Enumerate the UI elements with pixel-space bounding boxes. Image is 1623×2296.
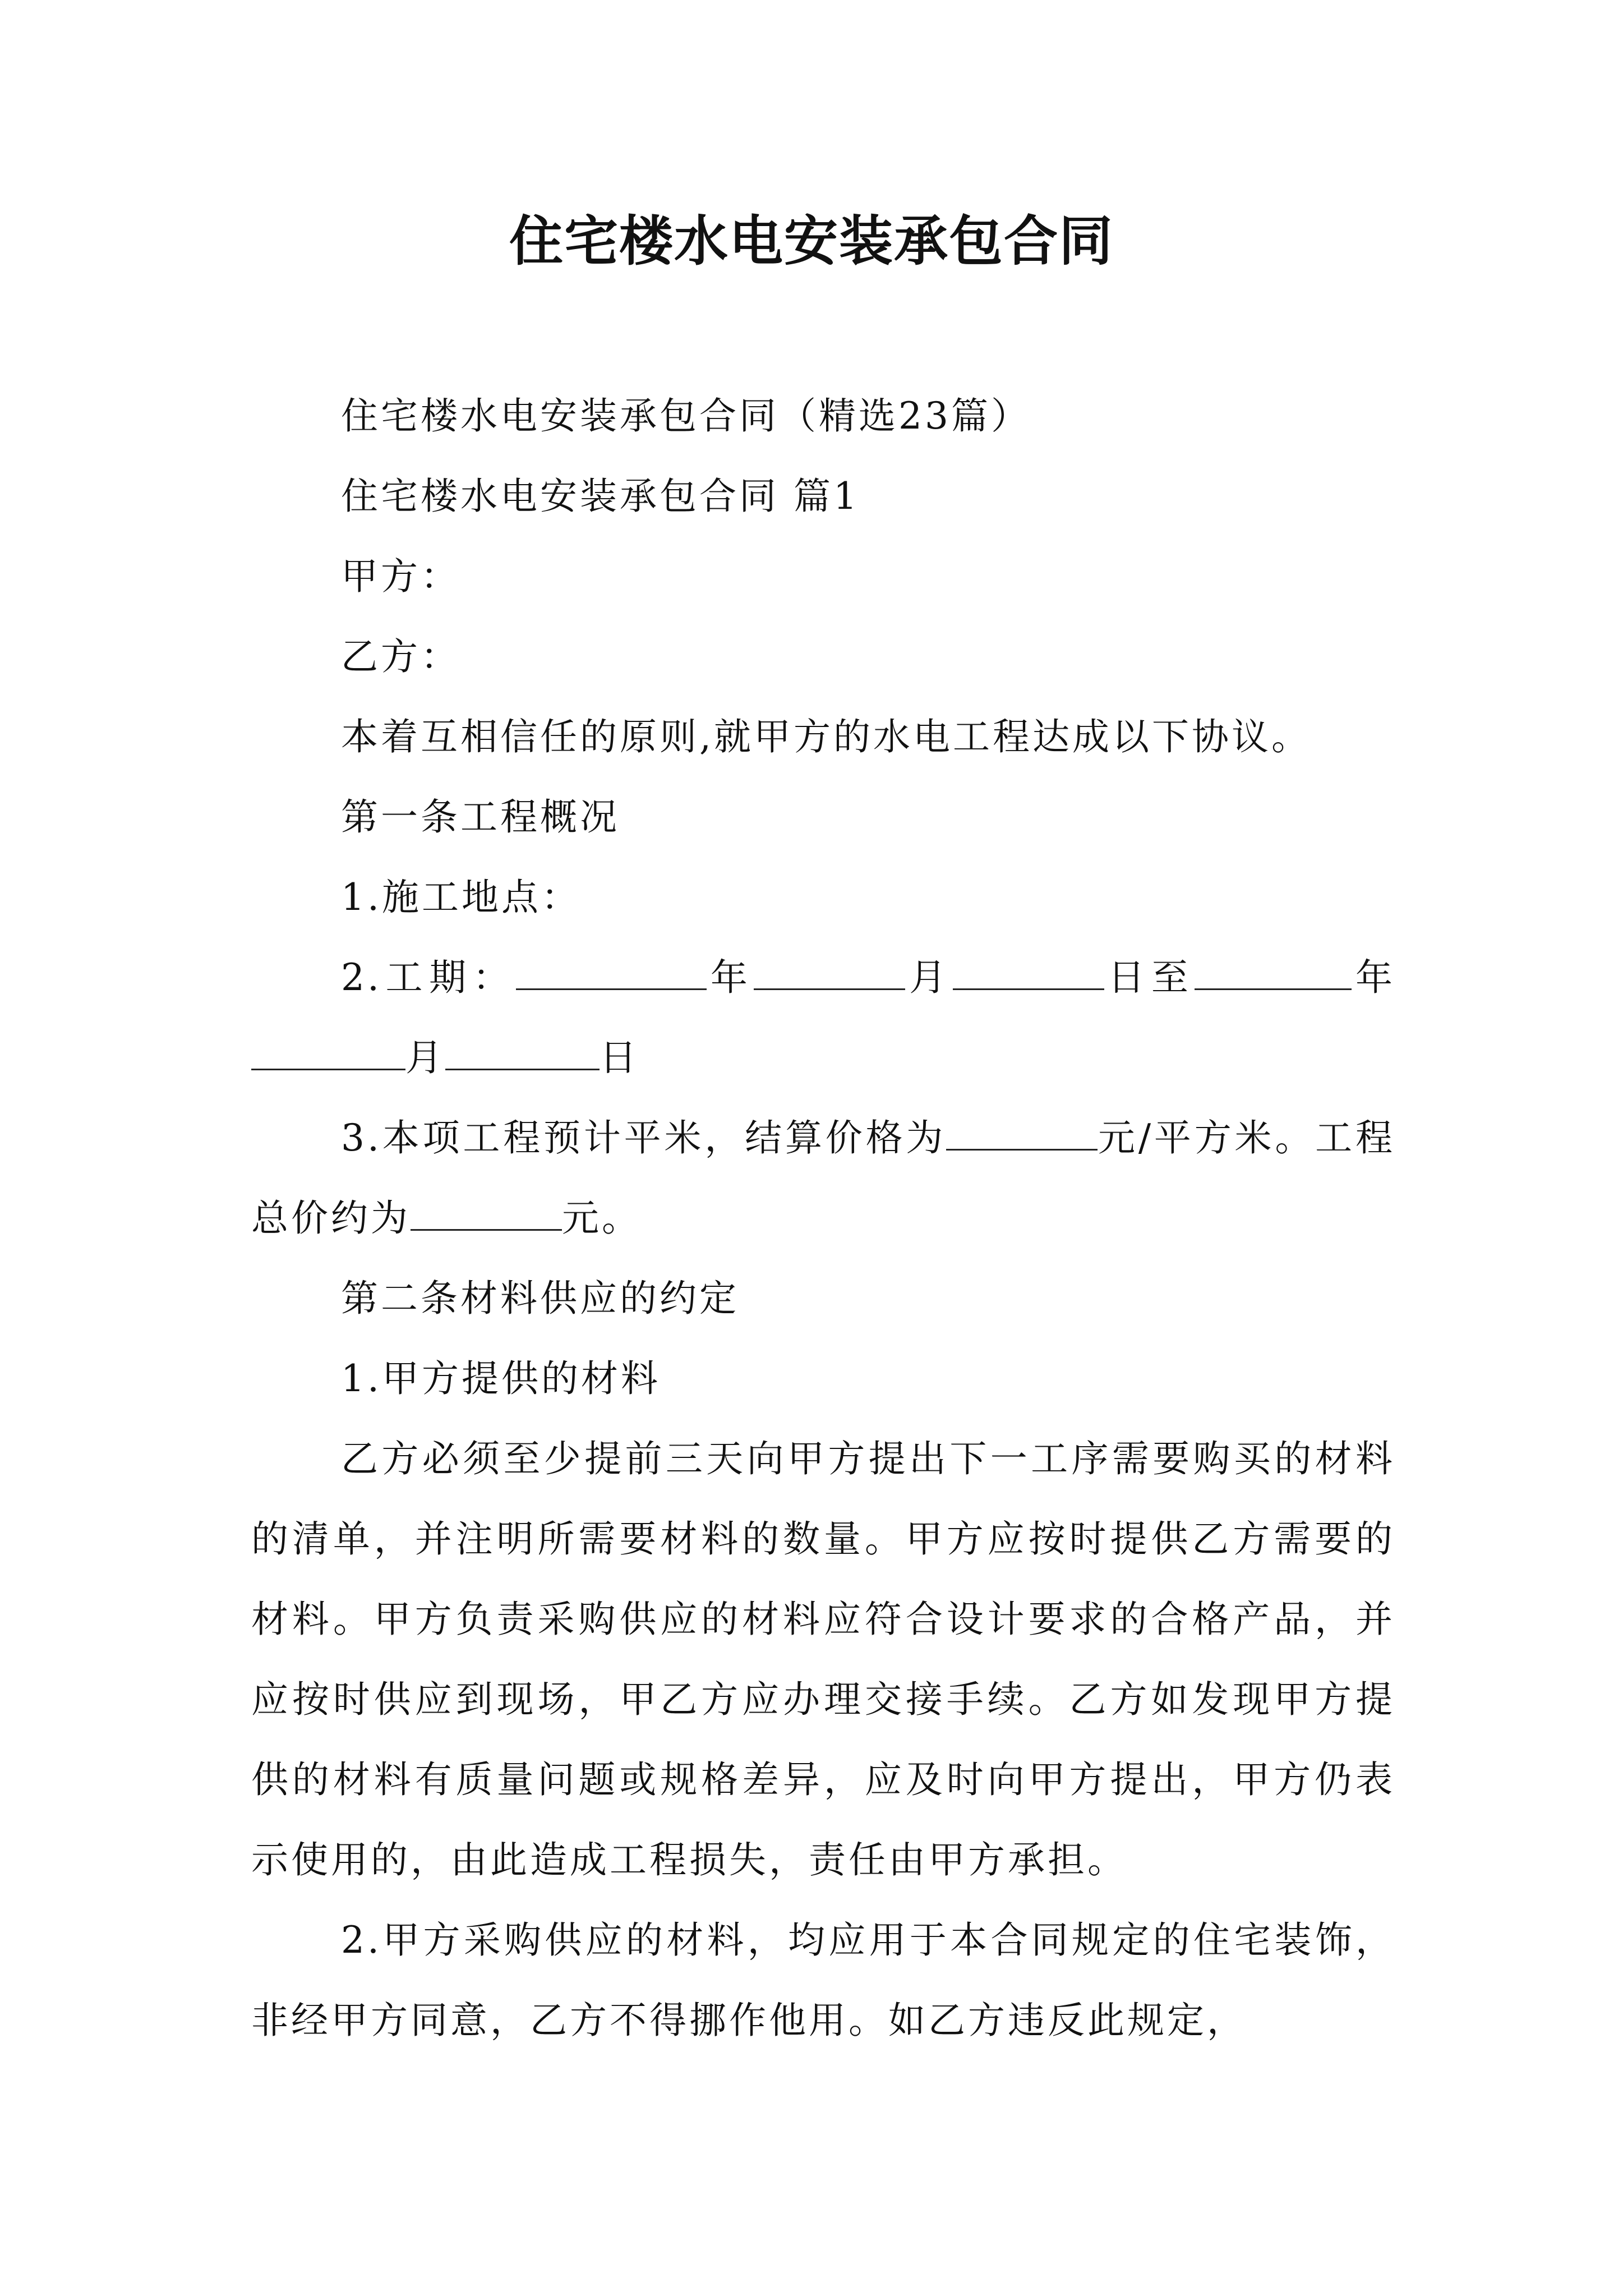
period-label: 2.工期： (341, 956, 517, 999)
party-a-line: 甲方： (341, 555, 460, 598)
article-2-item-2-text: 2.甲方采购供应的材料，均应用于本合同规定的住宅装饰，非经甲方同意，乙方不得挪作他用。如乙方违反此规定， (251, 1918, 1395, 2042)
intro-paragraph: 本着互相信任的原则,就甲方的水电工程达成以下协议。 (341, 715, 1311, 758)
unit-label: 元/平方米。工程总价约为 (251, 1116, 1395, 1240)
end-year-blank (1195, 954, 1352, 990)
unit-price-blank (946, 1114, 1098, 1151)
end-day-blank (445, 1034, 600, 1070)
document-title: 住宅楼水电安装承包合同 (509, 210, 1114, 273)
article-1-heading: 第一条工程概况 (341, 795, 620, 839)
start-month-blank (754, 954, 905, 990)
start-day-label: 日至 (1104, 956, 1195, 999)
start-month-label: 月 (905, 956, 953, 999)
article-2-heading: 第二条材料供应的约定 (341, 1277, 739, 1320)
article-2-item-1-text: 乙方必须至少提前三天向甲方提出下一工序需要购买的材料的清单，并注明所需要材料的数量。甲方应按时提供乙方需要的材料。甲方负责采购供应的材料应符合设计要求的合格产品，并应按时供应到现场，甲乙方应办理交接手续。乙方如发现甲方提供的材料有质量问题或规格差异，应及时向甲方提出，甲方仍表示使用的，由此造成工程损失，责任由甲方承担。 (251, 1437, 1395, 1881)
article-1-item-1: 1.施工地点： (341, 876, 581, 919)
end-month-blank (251, 1034, 405, 1070)
end-day-label: 日 (600, 1036, 639, 1079)
currency-label: 元。 (562, 1197, 642, 1240)
start-year-blank (516, 954, 707, 990)
article-1-item-2 (251, 937, 1395, 1098)
end-year-label: 年 (1352, 956, 1396, 999)
article-2-item-1-heading: 1.甲方提供的材料 (341, 1357, 661, 1400)
document-body (251, 376, 1395, 2060)
end-month-label: 月 (405, 1036, 445, 1079)
section-heading: 住宅楼水电安装承包合同 篇1 (341, 475, 860, 518)
start-day-blank (953, 954, 1104, 990)
subtitle: 住宅楼水电安装承包合同（精选23篇） (341, 394, 1031, 438)
article-1-item-3 (251, 1098, 1395, 1258)
party-b-line: 乙方： (341, 635, 460, 678)
start-year-label: 年 (707, 956, 754, 999)
price-label: 3.本项工程预计平米，结算价格为 (341, 1116, 947, 1159)
total-price-blank (411, 1194, 562, 1231)
